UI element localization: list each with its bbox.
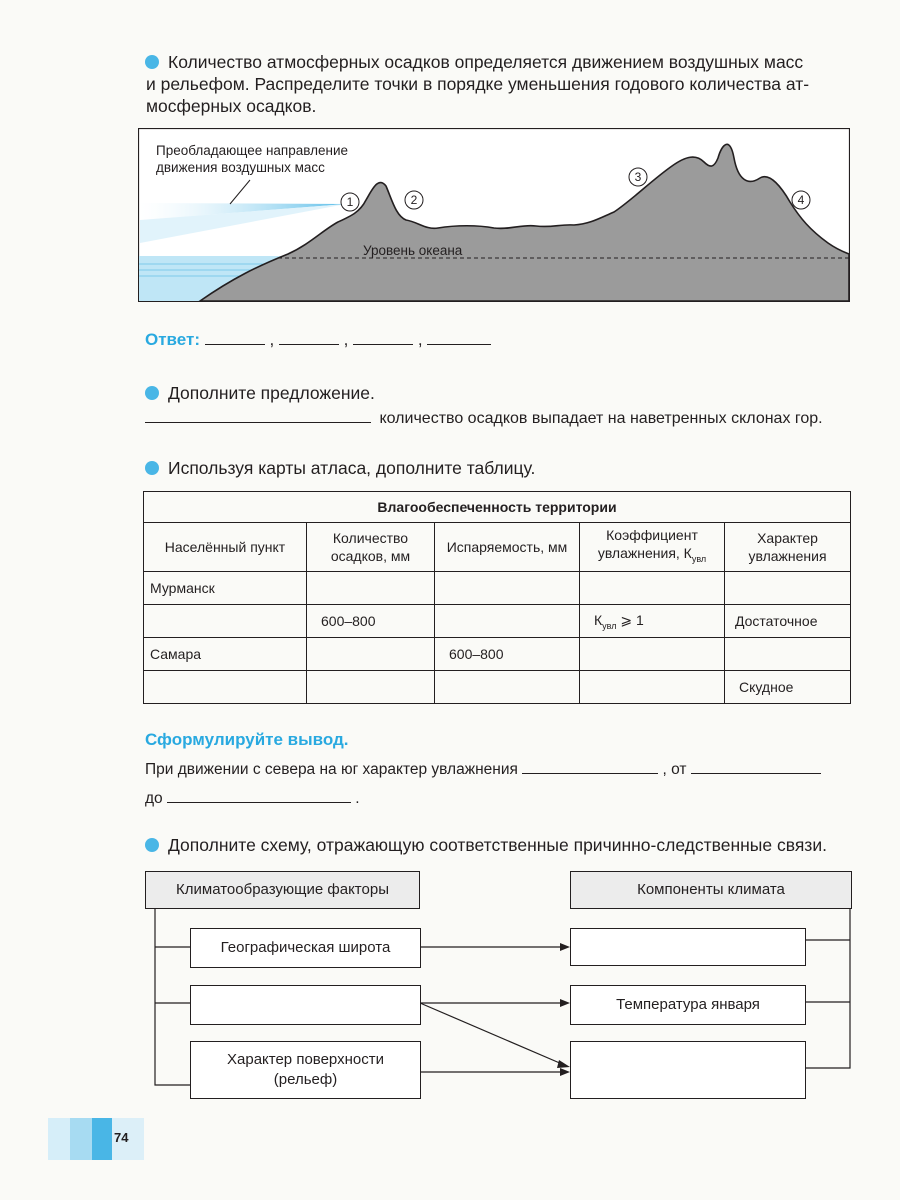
cell-coef-rest: ⩾ 1 <box>616 611 644 628</box>
factor-surface-line1: Характер поверхности <box>227 1051 384 1068</box>
task4-prompt: Дополните схему, отражающую соответственные причинно-следственные связи. <box>168 835 827 855</box>
header-precip-line2: осадков, мм <box>330 548 411 564</box>
left-header-box: Климатообразующие факторы <box>145 871 420 909</box>
cell-place: Мурманск <box>144 572 307 605</box>
wind-label-line2: движения воздушных масс <box>156 160 325 175</box>
factor-surface-box <box>190 1041 421 1099</box>
task1-line3: мосферных осадков. <box>146 96 317 116</box>
page-number: 74 <box>114 1130 129 1145</box>
conclusion-period: . <box>355 790 360 807</box>
point-4-label: 4 <box>797 193 805 207</box>
cell-place: Самара <box>144 638 307 671</box>
right-header-box: Компоненты климата <box>570 871 852 909</box>
answer-sep-2: , <box>343 330 349 349</box>
cell-char: Достаточное <box>725 605 851 638</box>
header-place: Населённый пункт <box>144 523 307 572</box>
header-coef-sub: увл <box>691 553 707 564</box>
arrow-head-icon <box>560 999 570 1007</box>
header-char-line1: Характер <box>757 530 818 546</box>
point-2-label: 2 <box>410 193 418 207</box>
arrow-head-icon <box>560 1068 570 1076</box>
cell-coef-sub: увл <box>602 620 617 631</box>
cell-precip: 600–800 <box>307 605 435 638</box>
sea-level-label: Уровень океана <box>363 243 463 258</box>
cell-evap: 600–800 <box>435 638 580 671</box>
component-blank-box-2[interactable] <box>570 1041 806 1099</box>
conclusion-heading: Сформулируйте вывод. <box>145 730 349 749</box>
component-blank-box-1[interactable] <box>570 928 806 966</box>
table-title: Влагообеспеченность территории <box>144 492 851 523</box>
header-evap: Испаряемость, мм <box>435 523 580 572</box>
point-3-label: 3 <box>634 170 642 184</box>
answer-label: Ответ: <box>145 330 200 349</box>
factor-blank-box[interactable] <box>190 985 421 1025</box>
conclusion-comma-from: , от <box>662 761 687 778</box>
factor-surface-line2: (рельеф) <box>273 1071 338 1088</box>
header-coef-line1: Коэффициент <box>606 527 698 544</box>
answer-sep-1: , <box>269 330 275 349</box>
answer-sep-3: , <box>417 330 423 349</box>
task1-line2: и рельефом. Распределите точки в порядке уменьшения годового количества ат- <box>146 74 810 94</box>
task2-prompt: Дополните предложение. <box>168 383 375 403</box>
header-coef-line2: увлажнения, $К_{увл}$ <box>597 545 707 564</box>
task1-line1: Количество атмосферных осадков определяется движением воздушных масс <box>168 52 804 72</box>
task2-sentence: количество осадков выпадает на наветренных склонах гор. <box>379 410 823 427</box>
conclusion-text1: При движении с севера на юг характер увлажнения <box>145 761 518 778</box>
factor-latitude-box: Географическая широта <box>190 928 421 968</box>
header-char-line2: увлажнения <box>748 548 827 564</box>
task3-prompt: Используя карты атласа, дополните таблицу. <box>168 458 536 478</box>
arrow-head-icon <box>560 943 570 951</box>
point-1-label: 1 <box>346 195 354 209</box>
cell-char: Скудное <box>725 671 851 704</box>
wind-label-line1: Преобладающее направление <box>156 143 349 158</box>
conclusion-to: до <box>145 790 163 807</box>
arrow-head-icon <box>557 1060 570 1068</box>
cell-coef: $К_{увл}$ ⩾ 1 <box>580 605 725 638</box>
component-january-temp-box: Температура января <box>570 985 806 1025</box>
page-number-bar <box>48 1118 144 1160</box>
header-precip-line1: Количество <box>332 530 409 546</box>
